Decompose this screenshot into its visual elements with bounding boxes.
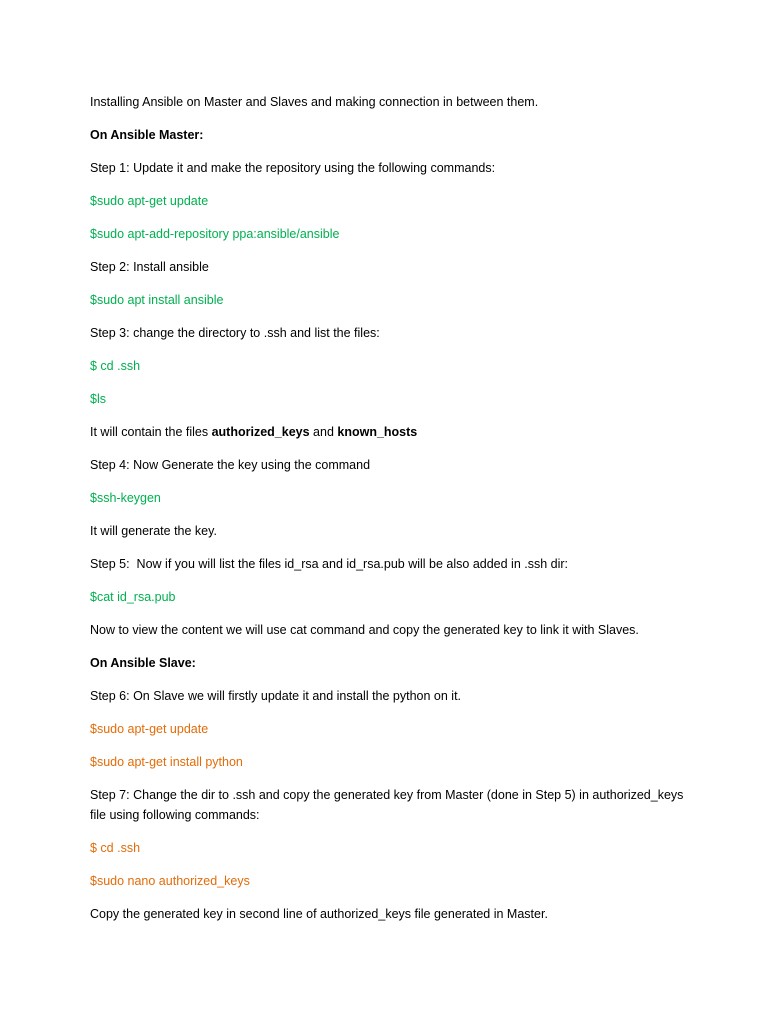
command-update-slave: $sudo apt-get update bbox=[90, 722, 209, 736]
command-add-repository: $sudo apt-add-repository ppa:ansible/ansible bbox=[90, 227, 340, 241]
slave-heading: On Ansible Slave: bbox=[90, 656, 196, 670]
step-3-text: Step 3: change the directory to .ssh and list the files: bbox=[90, 326, 380, 340]
contains-prefix: It will contain the files bbox=[90, 425, 212, 439]
step-6-text: Step 6: On Slave we will firstly update it and install the python on it. bbox=[90, 689, 462, 703]
contains-and: and bbox=[309, 425, 338, 439]
file-known-hosts: known_hosts bbox=[337, 425, 418, 439]
command-nano-authorized-keys: $sudo nano authorized_keys bbox=[90, 874, 250, 888]
step-7-text: Step 7: Change the dir to .ssh and copy the generated key from Master (done in Step 5) in authorized_keys file using following commands: bbox=[90, 788, 687, 822]
command-cd-ssh-slave: $ cd .ssh bbox=[90, 841, 141, 855]
command-update-master: $sudo apt-get update bbox=[90, 194, 209, 208]
view-content-note: Now to view the content we will use cat command and copy the generated key to link it with Slaves. bbox=[90, 623, 639, 637]
step-1-text: Step 1: Update it and make the repository using the following commands: bbox=[90, 161, 496, 175]
master-heading: On Ansible Master: bbox=[90, 128, 204, 142]
step-4-text: Step 4: Now Generate the key using the command bbox=[90, 458, 371, 472]
step-5-text: Step 5: Now if you will list the files id_rsa and id_rsa.pub will be also added in .ssh dir: bbox=[90, 557, 569, 571]
step-2-text: Step 2: Install ansible bbox=[90, 260, 209, 274]
command-cat-id-rsa: $cat id_rsa.pub bbox=[90, 590, 176, 604]
generate-key-note: It will generate the key. bbox=[90, 524, 217, 538]
contains-files-text bbox=[90, 422, 690, 442]
command-ssh-keygen: $ssh-keygen bbox=[90, 491, 161, 505]
command-install-python: $sudo apt-get install python bbox=[90, 755, 243, 769]
file-authorized-keys: authorized_keys bbox=[211, 425, 310, 439]
copy-key-note: Copy the generated key in second line of authorized_keys file generated in Master. bbox=[90, 907, 548, 921]
command-ls: $ls bbox=[90, 392, 106, 406]
command-install-ansible: $sudo apt install ansible bbox=[90, 293, 224, 307]
document-page bbox=[90, 92, 690, 937]
command-cd-ssh-master: $ cd .ssh bbox=[90, 359, 141, 373]
intro-text: Installing Ansible on Master and Slaves and making connection in between them. bbox=[90, 95, 539, 109]
